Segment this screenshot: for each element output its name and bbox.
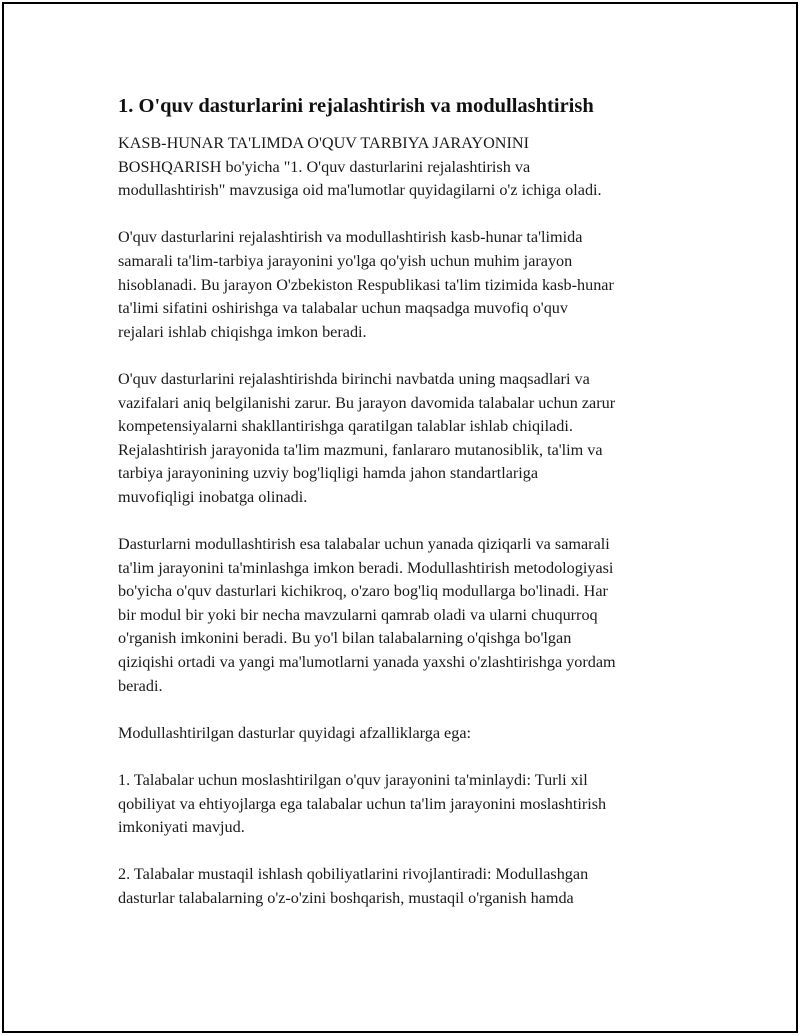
text-line: qiziqishi ortadi va yangi ma'lumotlarni yanada yaxshi o'zlashtirishga yordam (118, 653, 616, 672)
paragraph-advantages-intro (118, 722, 678, 746)
text-line: bo'yicha o'quv dasturlari kichikroq, o'zaro bog'liq modullarga bo'linadi. Har (118, 582, 608, 601)
text-line: bir modul bir yoki bir necha mavzularni qamrab oladi va ularni chuqurroq (118, 605, 598, 624)
list-item-advantage-1 (118, 769, 678, 840)
text-line: hisoblanadi. Bu jarayon O'zbekiston Respublikasi ta'lim tizimida kasb-hunar (118, 275, 614, 294)
text-line: beradi. (118, 676, 163, 695)
text-line: modullashtirish" mavzusiga oid ma'lumotlar quyidagilarni o'z ichiga oladi. (118, 181, 602, 200)
list-item-advantage-2 (118, 863, 678, 910)
text-line: Rejalashtirish jarayonida ta'lim mazmuni, fanlararo mutanosiblik, ta'lim va (118, 440, 603, 459)
text-line: dasturlar talabalarning o'z-o'zini boshqarish, mustaqil o'rganish hamda (118, 889, 574, 907)
text-line: muvofiqligi inobatga olinadi. (118, 487, 308, 506)
text-line: ta'limi sifatini oshirishga va talabalar uchun maqsadga muvofiq o'quv (118, 299, 568, 318)
text-line: O'quv dasturlarini rejalashtirish va modullashtirish kasb-hunar ta'limida (118, 228, 583, 247)
text-line: BOSHQARISH bo'yicha "1. O'quv dasturlarini rejalashtirish va (118, 157, 531, 176)
text-line: KASB-HUNAR TA'LIMDA O'QUV TARBIYA JARAYONINI (118, 134, 529, 152)
paragraph-overview (118, 226, 678, 344)
paragraph-modularization (118, 533, 678, 698)
text-line: tarbiya jarayonining uzviy bog'liqligi hamda jahon standartlariga (118, 464, 539, 483)
text-line: Modullashtirilgan dasturlar quyidagi afzalliklarga ega: (118, 723, 472, 742)
text-line: imkoniyati mavjud. (118, 818, 245, 837)
text-line: samarali ta'lim-tarbiya jarayonini yo'lga qo'yish uchun muhim jarayon (118, 251, 573, 270)
text-line: rejalari ishlab chiqishga imkon beradi. (118, 322, 367, 341)
text-line: Dasturlarni modullashtirish esa talabalar uchun yanada qiziqarli va samarali (118, 535, 610, 554)
text-line: O'quv dasturlarini rejalashtirishda birinchi navbatda uning maqsadlari va (118, 369, 590, 388)
text-line: vazifalari aniq belgilanishi zarur. Bu jarayon davomida talabalar uchun zarur (118, 393, 616, 412)
paragraph-planning (118, 368, 678, 510)
text-line: ta'lim jarayonini ta'minlashga imkon beradi. Modullashtirish metodologiyasi (118, 558, 614, 577)
text-line: o'rganish imkonini beradi. Bu yo'l bilan talabalarning o'qishga bo'lgan (118, 629, 572, 648)
text-line: qobiliyat va ehtiyojlarga ega talabalar uchun ta'lim jarayonini moslashtirish (118, 794, 607, 813)
text-line: 2. Talabalar mustaqil ishlash qobiliyatlarini rivojlantiradi: Modullashgan (118, 865, 589, 884)
text-line: kompetensiyalarni shakllantirishga qaratilgan talablar ishlab chiqiladi. (118, 417, 573, 436)
text-line: 1. Talabalar uchun moslashtirilgan o'quv jarayonini ta'minlaydi: Turli xil (118, 771, 588, 790)
document-body (118, 92, 678, 934)
paragraph-intro (118, 132, 678, 203)
document-title: 1. O'quv dasturlarini rejalashtirish va modullashtirish (118, 95, 594, 117)
